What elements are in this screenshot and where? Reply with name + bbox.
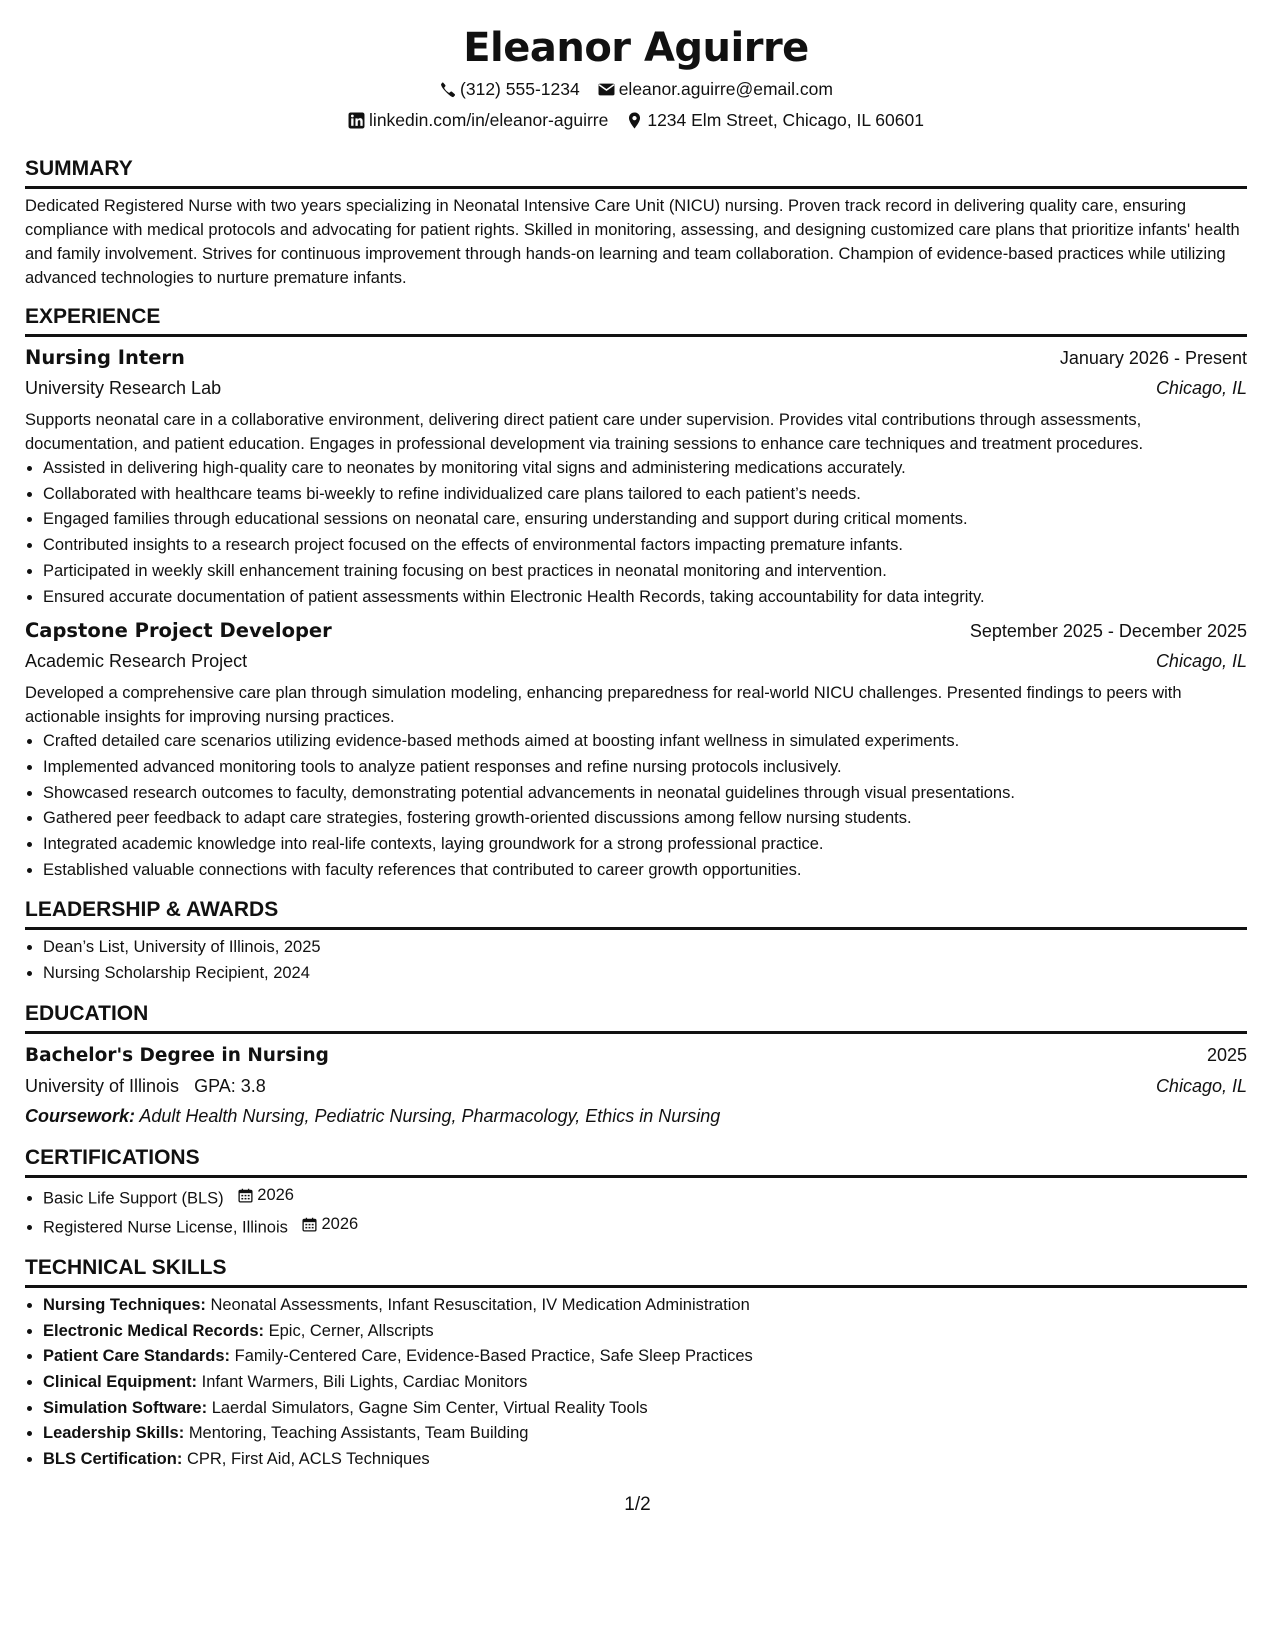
job-bullets [25, 456, 1247, 610]
resume-page [25, 0, 1247, 1473]
skill-value: Neonatal Assessments, Infant Resuscitation, IV Medication Administration [210, 1295, 750, 1314]
skill-label: Electronic Medical Records: [43, 1321, 264, 1340]
summary-text: Dedicated Registered Nurse with two years specializing in Neonatal Intensive Care Unit (NICU) nursing. Proven track record in delivering quality care, ensuring compliance with medical protocols and advocating for patient rights. Skilled in monitoring, assessing, and designing customized care plans that prioritize infants' health and family involvement. Strives for continuous improvement through hands-on learning and team collaboration. Champion of evidence-based practices while utilizing advanced technologies to nurture premature infants. [25, 197, 1240, 287]
job-description: Developed a comprehensive care plan through simulation modeling, enhancing preparedness for real-world NICU challenges. Presented findings to peers with actionable insights for improving nursing practices. [25, 684, 1182, 727]
certifications-heading: CERTIFICATIONS [25, 1145, 1247, 1178]
certification-name: Registered Nurse License, Illinois [43, 1218, 288, 1237]
list-item [43, 1370, 1247, 1396]
list-item: • Integrated academic knowledge into real-life contexts, laying groundwork for a strong professional practice. [43, 832, 1247, 858]
skills-heading: TECHNICAL SKILLS [25, 1255, 1247, 1288]
list-item [43, 1293, 1247, 1319]
list-item: • Dean’s List, University of Illinois, 2025 [43, 935, 1247, 961]
skill-value: Epic, Cerner, Allscripts [268, 1321, 434, 1340]
list-item: • Showcased research outcomes to faculty, demonstrating potential advancements in neonatal guidelines through visual presentations. [43, 781, 1247, 807]
skill-value: CPR, First Aid, ACLS Techniques [186, 1450, 430, 1469]
certification-date [238, 1183, 294, 1209]
coursework-list: Adult Health Nursing, Pediatric Nursing, Pharmacology, Ethics in Nursing [139, 1105, 721, 1126]
job-title: Capstone Project Developer [25, 619, 332, 643]
school-name: University of Illinois [25, 1075, 180, 1096]
job-header [25, 616, 1247, 646]
list-item [43, 1447, 1247, 1473]
degree: Bachelor's Degree in Nursing [25, 1044, 329, 1066]
envelope-icon [598, 81, 615, 98]
linkedin-contact[interactable] [348, 110, 608, 131]
education-location: Chicago, IL [1155, 1075, 1247, 1096]
job-organization: Academic Research Project [25, 651, 248, 672]
map-pin-icon [626, 112, 643, 129]
list-item: • Collaborated with healthcare teams bi-weekly to refine individualized care plans tailored to each patient’s needs. [43, 482, 1247, 508]
list-item: • Assisted in delivering high-quality care to neonates by monitoring vital signs and administering medications accurately. [43, 456, 1247, 482]
certification-date [302, 1212, 358, 1238]
skill-value: Infant Warmers, Bili Lights, Cardiac Monitors [201, 1373, 528, 1392]
job-subheader [25, 373, 1247, 403]
job-location: Chicago, IL [1155, 378, 1247, 398]
skill-label: Patient Care Standards: [43, 1347, 231, 1366]
email-contact[interactable] [598, 79, 833, 100]
page-number: 1/2 [624, 1494, 651, 1515]
list-item [43, 1421, 1247, 1447]
list-item: • Ensured accurate documentation of patient assessments within Electronic Health Records, taking accountability for data integrity. [43, 585, 1247, 611]
education-subheader [25, 1071, 1247, 1101]
job-description: Supports neonatal care in a collaborative environment, delivering direct patient care under supervision. Provides vital contributions through assessments, documentation, and patient education. Engages in professional development via training sessions to enhance care techniques and treatment procedures. [25, 411, 1144, 453]
job-subheader [25, 646, 1247, 676]
education-heading: EDUCATION [25, 1001, 1247, 1034]
job-organization: University Research Lab [25, 378, 222, 398]
education-header [25, 1040, 1247, 1071]
job-title: Nursing Intern [25, 346, 185, 369]
coursework-label: Coursework: [25, 1105, 136, 1126]
linkedin-icon [348, 112, 365, 129]
list-item [43, 1344, 1247, 1370]
address-contact [626, 110, 924, 131]
email-text[interactable]: eleanor.aguirre@email.com [618, 79, 833, 99]
job-entry-2 [25, 616, 1247, 883]
certification-year: 2026 [257, 1185, 294, 1204]
address-text: 1234 Elm Street, Chicago, IL 60601 [647, 110, 924, 130]
list-item [43, 1183, 1247, 1212]
list-item [43, 1319, 1247, 1345]
phone-text: (312) 555-1234 [460, 79, 580, 99]
job-entry-1 [25, 343, 1247, 610]
candidate-name: Eleanor Aguirre [463, 25, 809, 71]
education-entry [25, 1040, 1247, 1131]
list-item: • Participated in weekly skill enhancement training focusing on best practices in neonatal monitoring and intervention. [43, 559, 1247, 585]
list-item: • Gathered peer feedback to adapt care strategies, fostering growth-oriented discussions among fellow nursing students. [43, 806, 1247, 832]
skill-value: Mentoring, Teaching Assistants, Team Building [188, 1424, 529, 1443]
awards-list [25, 935, 1247, 986]
skill-label: BLS Certification: [43, 1450, 183, 1469]
certification-year: 2026 [321, 1214, 359, 1233]
graduation-year: 2025 [1206, 1044, 1247, 1065]
leadership-heading: LEADERSHIP & AWARDS [25, 897, 1247, 930]
calendar-icon [238, 1188, 253, 1203]
certifications-list [25, 1183, 1247, 1241]
skill-value: Family-Centered Care, Evidence-Based Practice, Safe Sleep Practices [234, 1347, 753, 1366]
certification-name: Basic Life Support (BLS) [43, 1189, 224, 1208]
phone-icon [439, 81, 456, 98]
job-date: September 2025 - December 2025 [969, 621, 1247, 642]
linkedin-text[interactable]: linkedin.com/in/eleanor-aguirre [369, 110, 609, 130]
contact-row-2 [25, 105, 1247, 136]
skill-label: Nursing Techniques: [43, 1295, 206, 1314]
job-location: Chicago, IL [1155, 651, 1247, 672]
phone-contact [439, 79, 580, 100]
skill-label: Clinical Equipment: [43, 1373, 198, 1392]
job-bullets [25, 729, 1247, 883]
list-item: • Implemented advanced monitoring tools to analyze patient responses and refine nursing protocols inclusively. [43, 755, 1247, 781]
calendar-icon [302, 1217, 317, 1232]
school-and-gpa [25, 1071, 266, 1101]
list-item [43, 1396, 1247, 1422]
list-item: • Established valuable connections with faculty references that contributed to career growth opportunities. [43, 858, 1247, 884]
contact-row-1 [25, 74, 1247, 105]
coursework [25, 1101, 1247, 1131]
skill-value: Laerdal Simulators, Gagne Sim Center, Virtual Reality Tools [211, 1398, 648, 1417]
job-date: January 2026 - Present [1059, 348, 1247, 368]
gpa: GPA: 3.8 [194, 1075, 266, 1096]
skill-label: Simulation Software: [43, 1398, 208, 1417]
list-item [43, 1212, 1247, 1241]
skills-list [25, 1293, 1247, 1473]
list-item: • Crafted detailed care scenarios utilizing evidence-based methods aimed at boosting infant wellness in simulated experiments. [43, 729, 1247, 755]
summary-heading: SUMMARY [25, 156, 1247, 189]
list-item: • Nursing Scholarship Recipient, 2024 [43, 961, 1247, 987]
skill-label: Leadership Skills: [43, 1424, 185, 1443]
experience-heading: EXPERIENCE [25, 304, 1247, 337]
job-header [25, 343, 1247, 373]
list-item: • Contributed insights to a research project focused on the effects of environmental factors impacting premature infants. [43, 533, 1247, 559]
list-item: • Engaged families through educational sessions on neonatal care, ensuring understanding and support during critical moments. [43, 507, 1247, 533]
